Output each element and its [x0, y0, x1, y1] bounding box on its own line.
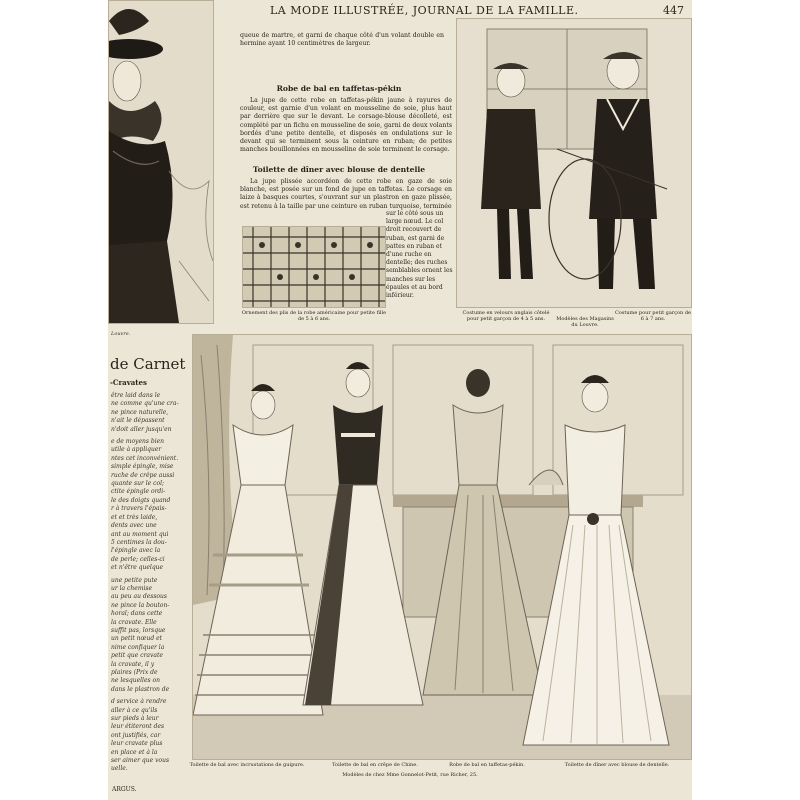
left-line: ruche de crêpe aussi	[111, 471, 175, 479]
lattice-pattern	[243, 227, 385, 307]
left-line: uelle.	[111, 765, 128, 773]
left-line: ne lesquelles on	[111, 677, 160, 685]
left-line: n'doit aller jusqu'en	[111, 425, 172, 433]
boys-caption-right: Costume pour petit garçon de 6 à 7 ans.	[614, 310, 692, 323]
left-line: la cravate. Elle	[111, 618, 157, 626]
gown-caption-3: Robe de bal en taffetas-pékin.	[449, 762, 525, 768]
woman-cape-illustration	[108, 0, 214, 324]
left-line: et n'être quelque	[111, 564, 164, 572]
ball-gowns-drawing	[193, 335, 691, 759]
left-line: horal; dans cette	[111, 610, 163, 618]
left-line: r à travers l'épais-	[111, 505, 167, 513]
left-column-subheading: -Cravates	[110, 378, 147, 387]
left-line: petit que cravate	[111, 652, 163, 660]
gowns-credit: Modèles de chez Mme Gonnelot-Petit, rue Richer, 25.	[342, 772, 478, 778]
left-line: ser aimer que vous	[111, 757, 170, 765]
left-line: plaires (Prix de	[111, 669, 158, 676]
boys-drawing	[457, 19, 691, 307]
section-body-diner-top: La jupe plissée accordéon de cette robe en gaze de soie blanche, est posée sur un fond de jupe en taffetas. Le corsage en laize à basques courtes, s'ouvrant sur un plastron en gaze plissée, est retenu à la taille par une ceinture en ruban turquoise, terminée	[240, 178, 452, 210]
left-line: ctite épingle ordi-	[111, 488, 166, 496]
article-signature: ARGUS.	[112, 786, 137, 793]
left-line: et et très laide,	[111, 513, 158, 521]
left-line: e de moyens bien	[111, 438, 165, 446]
left-line: quante sur le col;	[111, 480, 165, 488]
left-line: sur pieds à leur	[111, 715, 159, 723]
left-column-body	[111, 392, 191, 774]
left-line: leur cravate plus	[111, 740, 163, 748]
boys-caption-middle: Modèles des Magasins du Louvre.	[556, 316, 614, 329]
boys-costumes-illustration	[456, 18, 692, 308]
left-line: dents avec une	[111, 522, 157, 530]
page-header	[210, 0, 690, 18]
left-line: suffit pas, lorsque	[111, 626, 166, 634]
left-line: ant au moment qui	[111, 530, 169, 538]
left-line: au peu au dessous	[111, 593, 167, 601]
left-line: simple épingle, mise	[111, 463, 174, 471]
left-line: ne pince naturelle,	[111, 408, 169, 416]
intro-text: queue de martre, et garni de chaque côté d'un volant double en hermine ayant 10 centimètres de largeur.	[240, 32, 444, 48]
section-body-diner-right: sur le côté sous un large nœud. Le col droit recouvert de ruban, est garni de pattes en ruban et d'une ruche en dentelle; des ruches semblables ornent les manches sur les épaules et au bord inférieur.	[386, 210, 453, 300]
left-line: ntes cet inconvénient.	[111, 454, 179, 462]
left-line: la cravate, il y	[111, 660, 155, 668]
embroidery-ornament-illustration	[242, 226, 386, 308]
section-heading-diner: Toilette de dîner avec blouse de dentelle	[252, 165, 426, 174]
left-line: en place et à la	[111, 748, 158, 756]
section-heading-taffetas: Robe de bal en taffetas-pékin	[276, 84, 402, 93]
left-line: une petite pute	[111, 576, 158, 584]
section-body-taffetas: La jupe de cette robe en taffetas-pékin jaune à rayures de couleur, est garnie d'un volant en mousseline de soie, plus haut par derrière que sur le devant. Le corsage-blouse décolleté, est complété par un fichu en mousseline de soie, garni de deux volants bordés d'une petite dentelle, et disposés en ondulations sur le devant qui se terminent sous la ceinture en ruban; de petites manches bouillonnées en mousseline de soie terminent le corsage.	[240, 97, 452, 154]
left-line: leur étiteront des	[111, 723, 165, 731]
left-line: dans le plastron de	[111, 685, 170, 693]
left-line: l'épingle avec la	[111, 547, 161, 555]
ball-gowns-illustration	[192, 334, 692, 760]
left-line: aller à ce qu'ils	[111, 706, 158, 714]
journal-title: LA MODE ILLUSTRÉE, JOURNAL DE LA FAMILLE.	[270, 4, 579, 17]
left-line: être laid dans le	[111, 392, 161, 399]
left-line: nime confiquer la	[111, 643, 165, 651]
gown-caption-2: Toilette de bal en crêpe de Chine.	[332, 762, 418, 768]
gown-caption-1: Toilette de bal avec incrustations de guipure.	[189, 762, 305, 768]
left-line: le des doigts quand	[111, 496, 171, 504]
left-line: n'ait le dépassent	[111, 417, 165, 425]
gown-caption-4: Toilette de dîner avec blouse de dentelle.	[564, 762, 670, 768]
woman-cape-drawing	[109, 1, 213, 323]
left-line: 5 centimes la dou-	[111, 538, 167, 546]
left-line: ont justifiés, car	[111, 731, 161, 739]
embroidery-caption: Ornement des plis de la robe américaine pour petite fille de 5 à 6 ans.	[241, 310, 387, 323]
left-line: ne pince la bouton-	[111, 601, 170, 609]
left-column-fragment: Louvre.	[111, 331, 131, 337]
left-line: ur la chemise	[111, 584, 153, 592]
left-line: utile à appliquer	[111, 446, 162, 454]
boys-caption-left: Costume en velours anglais côtelé pour petit garçon de 4 à 5 ans.	[462, 310, 550, 323]
left-column-title: de Carnet	[110, 355, 186, 373]
left-line: ne comme qu'une cra-	[111, 400, 179, 408]
left-line: d service à rendre	[111, 698, 167, 706]
left-line: de perle; celles-ci	[111, 555, 165, 563]
page-number: 447	[663, 4, 684, 17]
left-line: un petit nœud et	[111, 635, 163, 643]
